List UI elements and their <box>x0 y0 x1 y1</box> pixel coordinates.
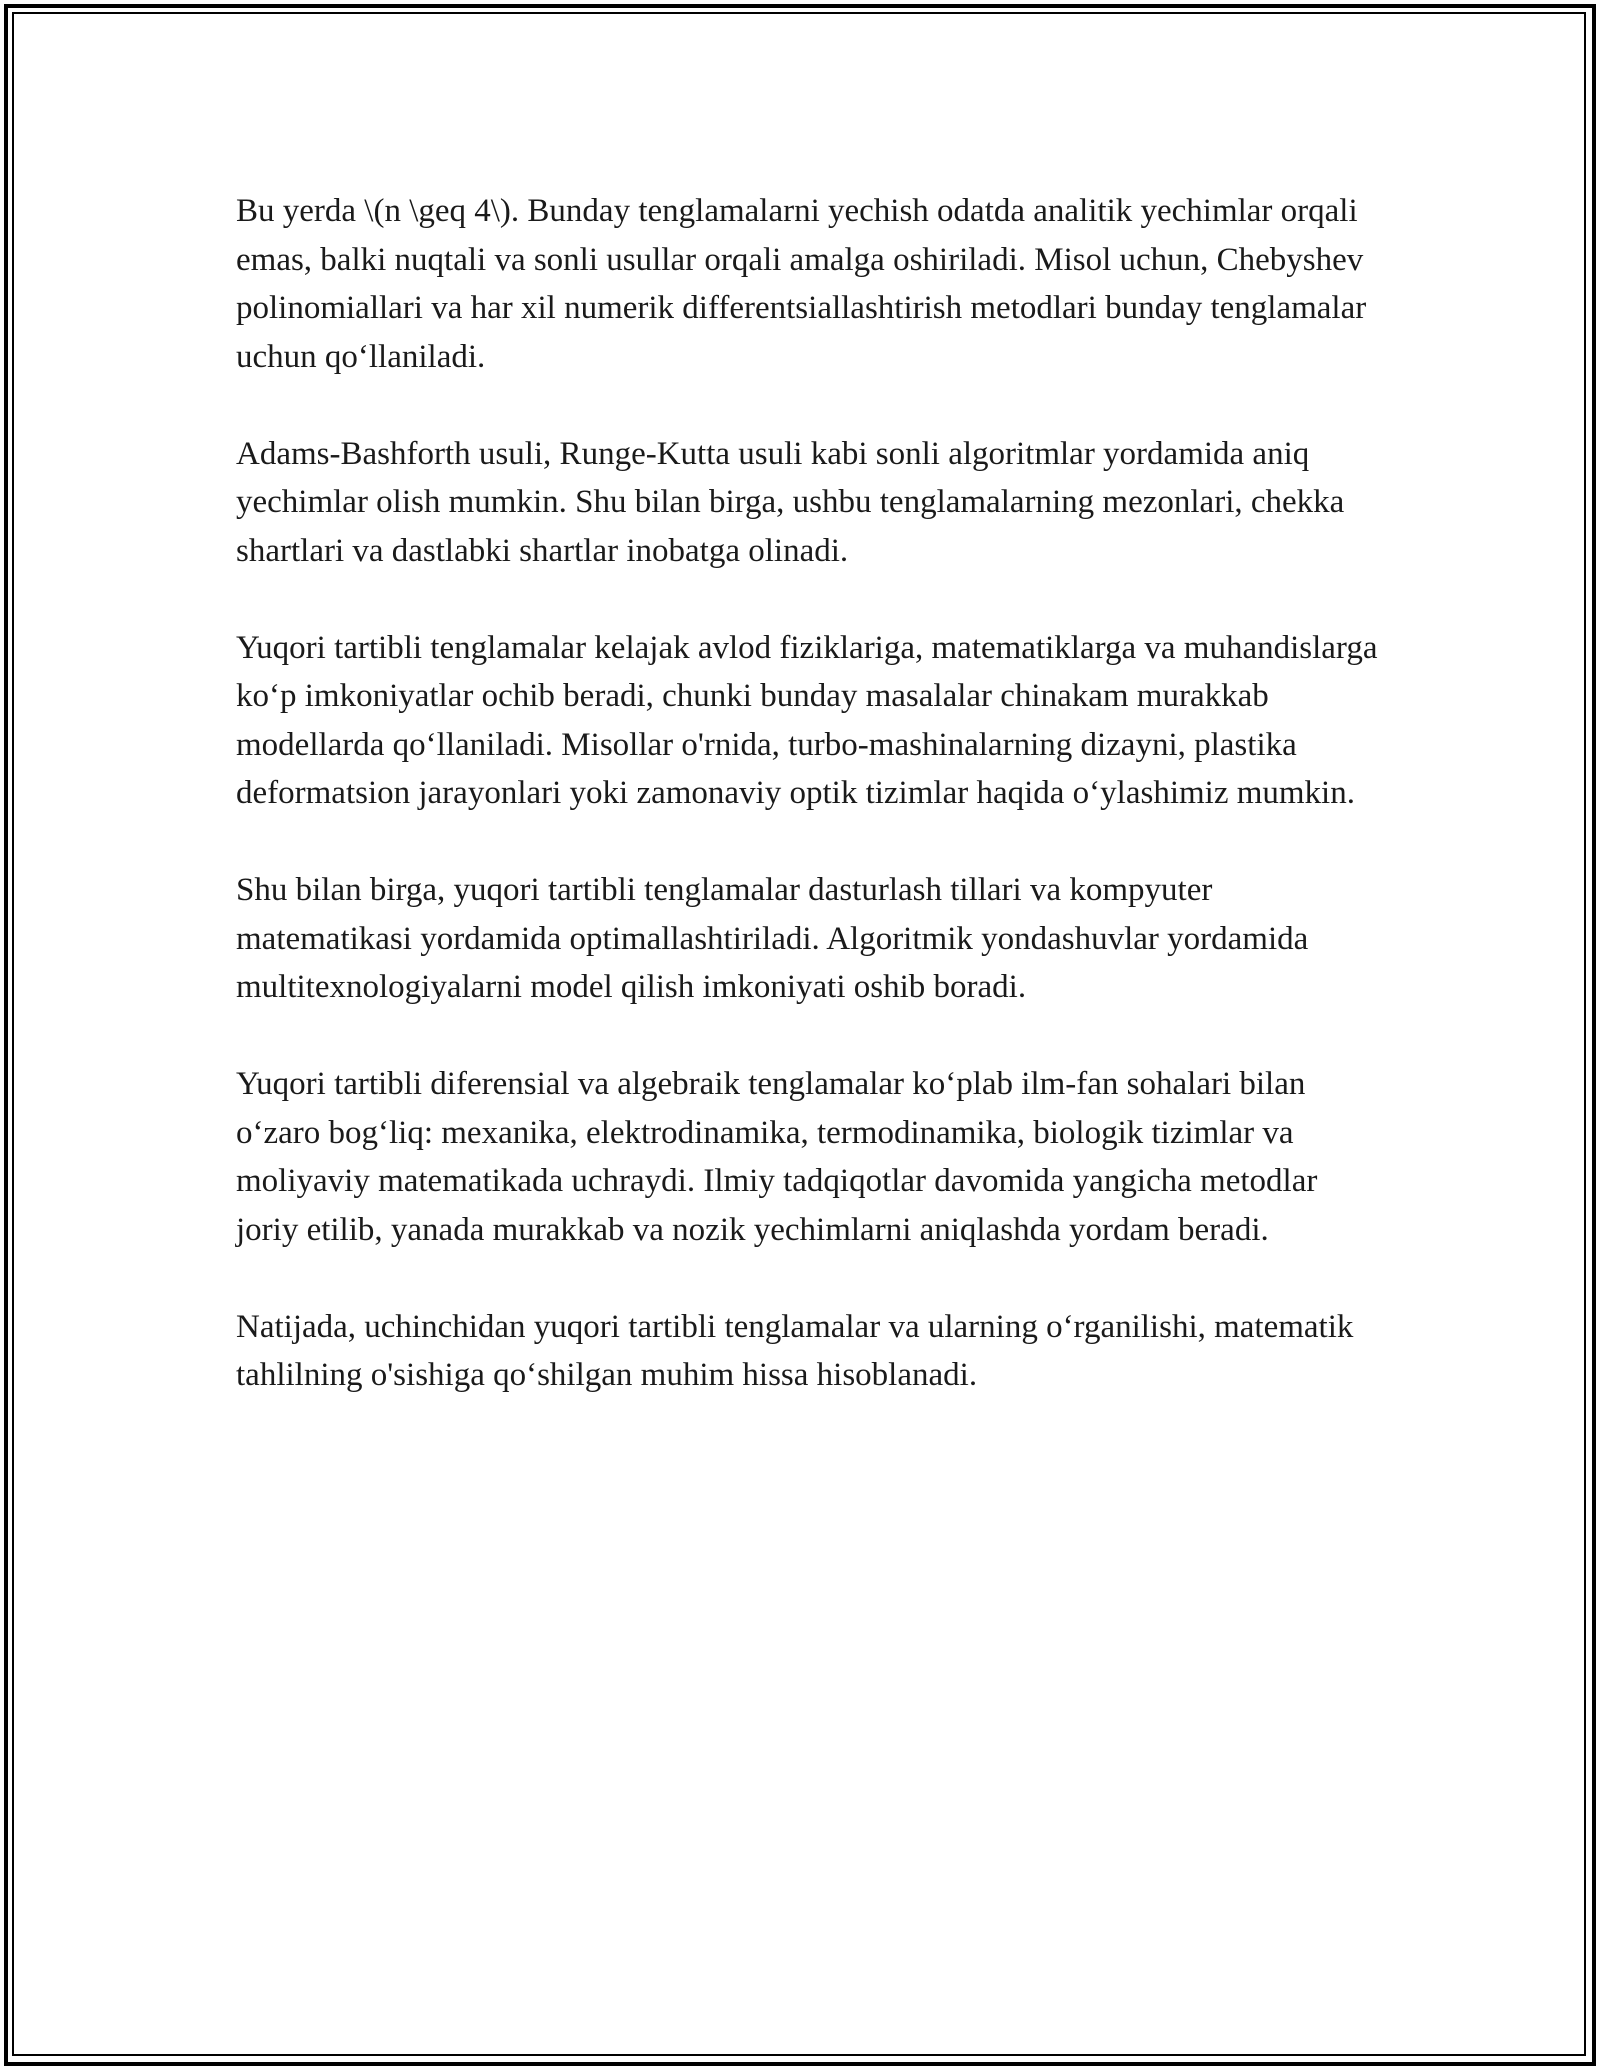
paragraph-6: Natijada, uchinchidan yuqori tartibli tenglamalar va ularning oʻrganilishi, matematik tahlilning o'sishiga qoʻshilgan muhim hissa hisoblanadi. <box>236 1308 1354 1393</box>
document-body <box>236 187 1386 1448</box>
paragraph-5: Yuqori tartibli diferensial va algebraik tenglamalar koʻplab ilm-fan sohalari bilan oʻzaro bogʻliq: mexanika, elektrodinamika, termodinamika, biologik tizimlar va moliyaviy matematikada uchraydi. Ilmiy tadqiqotlar davomida yangicha metodlar joriy etilib, yanada murakkab va nozik yechimlarni aniqlashda yordam beradi. <box>236 1066 1318 1248</box>
paragraph-2: Adams-Bashforth usuli, Runge-Kutta usuli kabi sonli algoritmlar yordamida aniq yechimlar olish mumkin. Shu bilan birga, ushbu tenglamalarning mezonlari, chekka shartlari va dastlabki shartlar inobatga olinadi. <box>236 435 1345 569</box>
paragraph-3: Yuqori tartibli tenglamalar kelajak avlod fiziklariga, matematiklarga va muhandislarga koʻp imkoniyatlar ochib beradi, chunki bunday masalalar chinakam murakkab modellarda qoʻllaniladi. Misollar o'rnida, turbo-mashinalarning dizayni, plastika deformatsion jarayonlari yoki zamonaviy optik tizimlar haqida oʻylashimiz mumkin. <box>236 629 1378 811</box>
paragraph-4: Shu bilan birga, yuqori tartibli tenglamalar dasturlash tillari va kompyuter matematikasi yordamida optimallashtiriladi. Algoritmik yondashuvlar yordamida multitexnologiyalarni model qilish imkoniyati oshib boradi. <box>236 872 1309 1005</box>
paragraph-1: Bu yerda \(n \geq 4\). Bunday tenglamalarni yechish odatda analitik yechimlar orqali emas, balki nuqtali va sonli usullar orqali amalga oshiriladi. Misol uchun, Chebyshev polinomiallari va har xil numerik differentsiallashtirish metodlari bunday tenglamalar uchun qoʻllaniladi. <box>236 193 1367 375</box>
